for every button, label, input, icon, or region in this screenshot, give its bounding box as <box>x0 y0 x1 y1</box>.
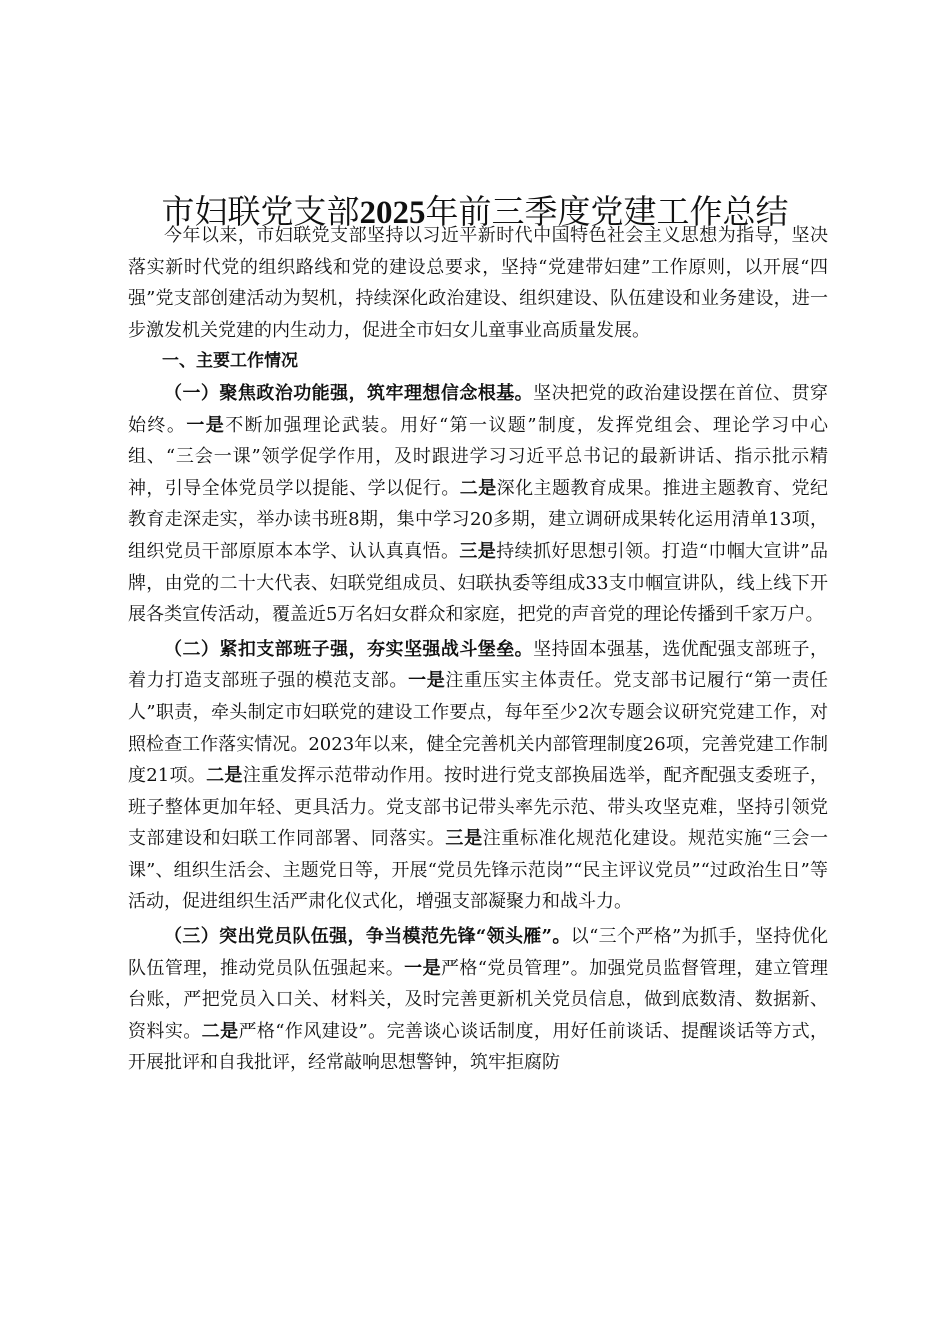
paragraph-text: 坚决把党的政治建设摆在首位、贯穿始终。 <box>128 382 828 436</box>
paragraph-lead: （二）紧扣支部班子强，夯实坚强战斗堡垒。 <box>164 638 534 660</box>
paragraph-lead: （三）突出党员队伍强，争当模范先锋“领头雁”。 <box>164 926 571 948</box>
point-marker: 一是 <box>408 670 446 692</box>
point-marker: 三是 <box>459 540 497 562</box>
point-marker: 三是 <box>445 828 483 850</box>
intro-paragraph: 今年以来，市妇联党支部坚持以习近平新时代中国特色社会主义思想为指导，坚决落实新时代党的组织路线和党的建设总要求，坚持“党建带妇建”工作原则，以开展“四强”党支部创建活动为契机，持续深化政治建设、组织建设、队伍建设和业务建设，进一步激发机关党建的内生动力，促进全市妇女儿童事业高质量发展。 <box>128 225 828 341</box>
paragraph-branch-team <box>128 634 828 918</box>
paragraph-text: 深化主题教育成果。推进主题教育、党纪教育走深走实，举办读书班8期，集中学习20多期，建立调研成果转化运用清单13项，组织党员干部原原本本学、认认真真悟。 <box>128 477 829 562</box>
title-suffix: 年前三季度党建工作总结 <box>425 192 789 232</box>
paragraph-text: 注重发挥示范带动作用。按时进行党支部换届选举，配齐配强支委班子，班子整体更加年轻、更具活力。党支部书记带头率先示范、带头攻坚克难，坚持引领党支部建设和妇联工作同部署、同落实。 <box>128 765 829 850</box>
point-marker: 一是 <box>186 414 226 436</box>
point-marker: 二是 <box>201 1020 239 1042</box>
title-prefix: 市妇联党支部 <box>161 192 360 232</box>
title-year: 2025 <box>359 195 426 232</box>
paragraph-text: 以“三个严格”为抓手，坚持优化队伍管理，推动党员队伍强起来。 <box>128 926 828 979</box>
paragraph-member-team <box>128 921 828 1079</box>
paragraph-political-function <box>128 378 828 631</box>
point-marker: 二是 <box>459 477 497 499</box>
paragraph-text: 持续抓好思想引领。打造“巾帼大宣讲”品牌，由党的二十大代表、妇联党组成员、妇联执委等组成33支巾帼宣讲队，线上线下开展各类宣传活动，覆盖近5万名妇女群众和家庭，把党的声音党的理论传播到千家万户。 <box>128 540 829 626</box>
paragraph-lead: （一）聚焦政治功能强，筑牢理想信念根基。 <box>164 382 534 404</box>
paragraph-text: 严格“党员管理”。加强党员监督管理，建立管理台账，严把党员入口关、材料关，及时完善更新机关党员信息，做到底数清、数据新、资料实。 <box>128 957 829 1042</box>
paragraph-text: 严格“作风建设”。完善谈心谈话制度，用好任前谈话、提醒谈话等方式，开展批评和自我批评，经常敲响思想警钟，筑牢拒腐防 <box>128 1020 829 1074</box>
paragraph-text: 坚持固本强基，选优配强支部班子，着力打造支部班子强的模范支部。 <box>128 638 828 692</box>
document-body <box>128 220 828 1079</box>
point-marker: 一是 <box>404 957 441 979</box>
point-marker: 二是 <box>206 765 243 787</box>
paragraph-text: 注重标准化规范化建设。规范实施“三会一课”、组织生活会、主题党日等，开展“党员先锋示范岗”“民主评议党员”“过政治生日”等活动，促进组织生活严肃化仪式化，增强支部凝聚力和战斗力。 <box>128 828 829 913</box>
paragraph-text: 不断加强理论武装。用好“第一议题”制度，发挥党组会、理论学习中心组、“三会一课”领学促学作用，及时跟进学习习近平总书记的最新讲话、指示批示精神，引导全体党员学以提能、学以促行。 <box>128 414 829 499</box>
paragraph-text: 注重压实主体责任。党支部书记履行“第一责任人”职责，牵头制定市妇联党的建设工作要点，每年至少2次专题会议研究党建工作，对照检查工作落实情况。2023年以来，健全完善机关内部管理制度26项，完善党建工作制度21项。 <box>128 670 829 787</box>
section-heading-main-work: 一、主要工作情况 <box>162 351 298 372</box>
